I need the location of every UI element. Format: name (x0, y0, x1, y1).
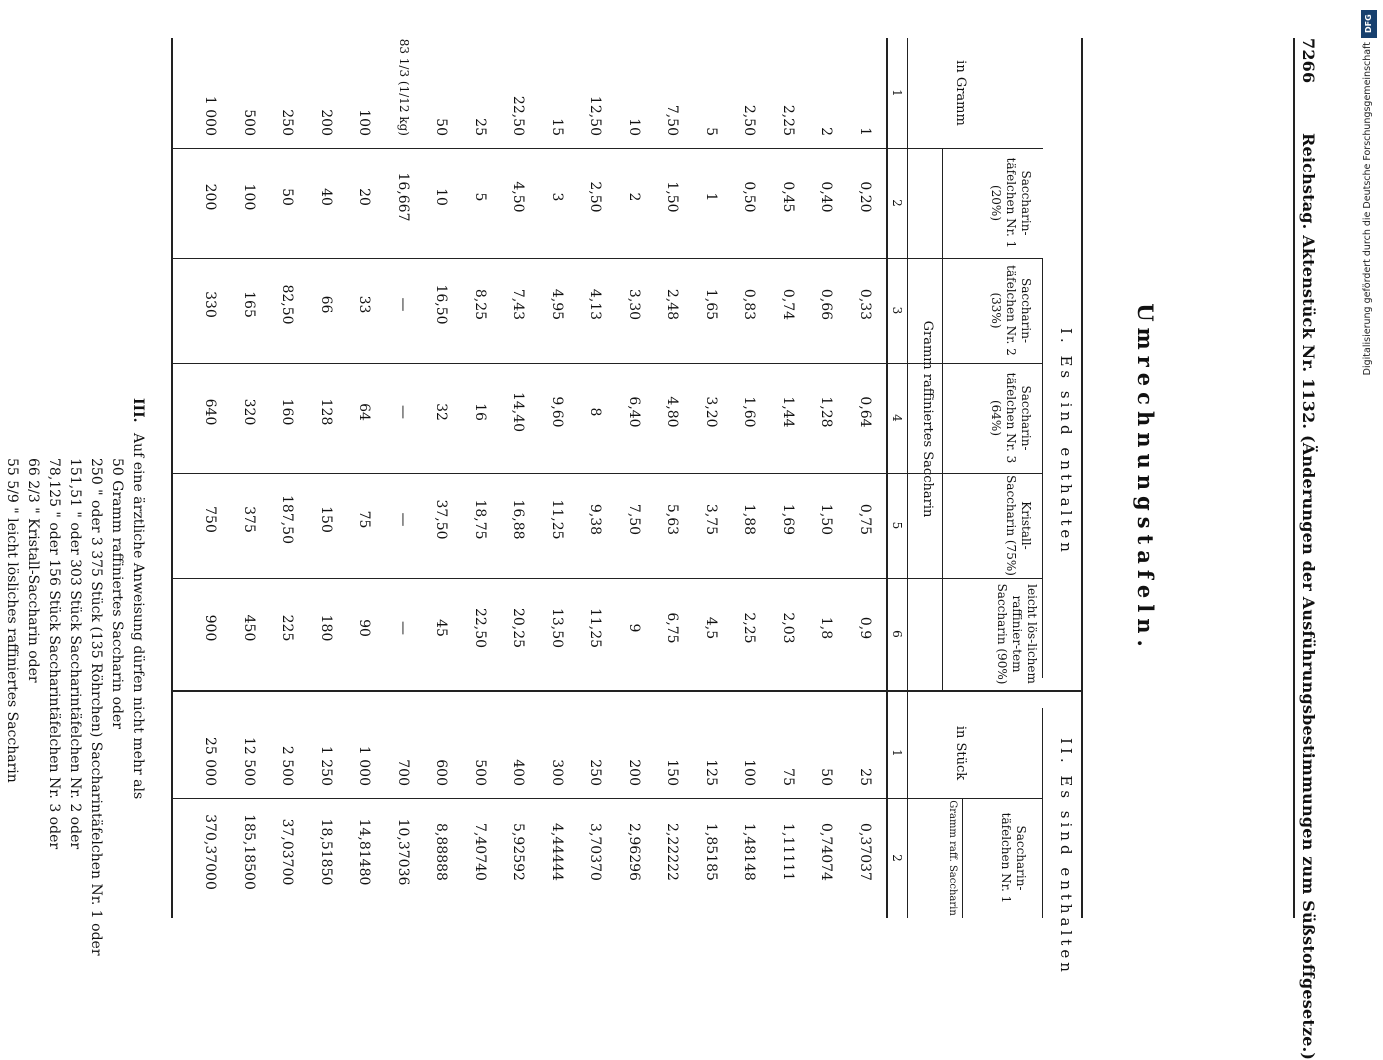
table-cell: 8,88888 (433, 823, 450, 881)
row-label-gramm: 83 1/3 (1/12 kg) (397, 38, 411, 136)
row-label-gramm: 100 (356, 109, 373, 136)
section-III-line (0, 436, 1, 576)
table-cell: 13,50 (549, 607, 565, 649)
col-line (173, 258, 1043, 259)
col-line (173, 363, 1043, 364)
table-cell: 0,33 (857, 288, 873, 321)
table-cell: 2,03 (780, 612, 796, 644)
table-cell: 16,88 (510, 499, 527, 540)
colnum-rule-bottom (886, 38, 888, 918)
table-cell: 22,50 (472, 607, 488, 649)
col-line (173, 578, 1043, 579)
dfg-logo: DFG (1361, 10, 1377, 38)
table-cell: 6,40 (626, 396, 642, 428)
table-cell: 20 (356, 188, 373, 206)
row-label-stueck: 25 (857, 768, 873, 786)
row-label-stueck: 600 (433, 759, 450, 786)
table-cell: 370,37000 (202, 814, 219, 890)
table-cell: 1,8 (818, 616, 835, 640)
row-label-gramm: 12,50 (587, 95, 604, 136)
row-label-gramm: 25 (472, 118, 488, 136)
table-cell: 2,22222 (664, 823, 681, 881)
table-cell: 3,20 (703, 396, 719, 428)
row-label-stueck: 125 (703, 759, 719, 786)
row-label-stueck: 150 (664, 759, 681, 786)
unit-label-I: Gramm raffiniertes Saccharin (920, 320, 935, 518)
table-cell: 82,50 (279, 284, 296, 325)
section-III-line: 250 " oder 3 375 Stück (135 Röhrchen) Saccharintäfelchen Nr. 1 oder (88, 458, 104, 956)
row-label-gramm: 2,25 (780, 104, 796, 136)
table-cell: 1,88 (741, 503, 758, 536)
table-cell: 1,65 (703, 288, 719, 321)
colnum: 3 (890, 306, 904, 315)
table-cell: 1,60 (741, 396, 758, 428)
colnum: 5 (890, 521, 904, 530)
dfg-sidenote (1360, 10, 1378, 390)
table-cell: 0,64 (857, 396, 873, 428)
row-label-stueck: 700 (395, 759, 411, 786)
table-cell: 640 (202, 398, 219, 426)
colnum-rule-top (907, 38, 908, 918)
row-label-stueck: 1 250 (318, 745, 334, 786)
table-cell: 4,95 (549, 288, 565, 321)
table-cell: 37,03700 (279, 818, 296, 886)
row-label-gramm: 50 (433, 118, 450, 136)
table-cell: 200 (202, 183, 219, 211)
table-top-rule (1081, 38, 1083, 918)
table-cell: 20,25 (510, 607, 527, 649)
table-cell: 0,74 (780, 288, 796, 321)
table-cell: 8 (587, 407, 604, 417)
table-cell: 750 (202, 506, 219, 533)
section-III-label: III. (130, 398, 146, 423)
section-I-rule (1042, 258, 1043, 678)
table-cell: 9 (626, 623, 642, 633)
section-II-rule (1042, 708, 1043, 918)
col-header-gramm: in Gramm (953, 60, 968, 126)
table-cell: 1,85185 (703, 823, 719, 881)
table-cell: 0,37037 (857, 823, 873, 881)
row-label-stueck: 500 (472, 759, 488, 786)
colnum: 2 (890, 199, 904, 207)
row-label-gramm: 2,50 (741, 104, 758, 136)
dfg-text: Digitalisierung gefördert durch die Deutsche Forschungsgemeinschaft (1362, 42, 1373, 376)
colnum: 2 (890, 854, 904, 862)
col-header-stueck: in Stück (953, 725, 968, 781)
table-cell: 0,75 (857, 503, 873, 536)
table-cell: 14,81480 (356, 818, 373, 886)
table-cell: 4,13 (587, 288, 604, 321)
table-cell: 45 (433, 619, 450, 637)
table-cell: 3,70370 (587, 823, 604, 881)
row-label-gramm: 22,50 (510, 95, 527, 136)
table-cell: 187,50 (279, 495, 296, 544)
row-label-gramm: 15 (549, 118, 565, 136)
table-bottom-rule (171, 38, 173, 918)
table-cell: 225 (279, 614, 296, 642)
table-cell: 4,5 (703, 616, 719, 640)
row-label-stueck: 400 (510, 759, 527, 786)
table-cell: 10,37036 (395, 818, 411, 886)
page-title: Umrechnungstafeln. (1133, 303, 1158, 653)
header-rule-inner (962, 798, 963, 918)
table-cell: 16 (472, 403, 488, 421)
table-cell: 1,28 (818, 396, 835, 428)
section-III-line: 66 2/3 " Kristall-Saccharin oder (25, 458, 41, 683)
col-line (173, 798, 1043, 799)
col-header-1: Saccharin-täfelchen Nr. 1 (20%) (989, 157, 1033, 249)
colnum: 1 (890, 89, 904, 97)
unit-label-II: Gramm raff. Saccharin (947, 800, 958, 916)
table-cell: 11,25 (549, 499, 565, 540)
table-cell: 10 (433, 188, 450, 206)
header-rule (1293, 38, 1295, 918)
col-line (173, 148, 1043, 149)
row-label-gramm: 1 000 (202, 95, 219, 136)
row-label-gramm: 2 (818, 127, 835, 136)
table-cell: — (395, 405, 411, 419)
header-rule-inner (942, 148, 943, 690)
col-header-5: leicht lös-lichem raffinier-tem Saccharin (90%) (995, 583, 1039, 685)
table-cell: 50 (279, 188, 296, 206)
table-cell: 1,50 (818, 503, 835, 536)
col-header-4: Kristall-Saccharin (75%) (1004, 475, 1033, 576)
section-II-heading: II. Es sind enthalten (1057, 738, 1075, 976)
table-cell: 33 (356, 295, 373, 314)
col-header-3: Saccharin-täfelchen Nr. 3 (64%) (989, 372, 1033, 464)
table-cell: 2 (626, 192, 642, 202)
table-cell: 0,74074 (818, 823, 835, 881)
colnum: 4 (890, 414, 904, 422)
table-cell: 4,44444 (549, 823, 565, 881)
table-cell: 40 (318, 188, 334, 206)
table-cell: 5,63 (664, 503, 681, 536)
row-label-gramm: 1 (857, 127, 873, 136)
table-cell: 185,18500 (241, 814, 257, 890)
table-cell: 2,25 (741, 612, 758, 644)
table-cell: 4,50 (510, 181, 527, 213)
table-cell: 64 (356, 403, 373, 421)
row-label-stueck: 200 (626, 759, 642, 786)
table-cell: 1,44 (780, 396, 796, 428)
table-cell: 11,25 (587, 607, 604, 649)
table-cell: 8,25 (472, 288, 488, 321)
section-III-line: 151,51 " oder 303 Stück Saccharintäfelchen Nr. 2 oder (67, 458, 83, 850)
table-cell: 3,75 (703, 503, 719, 536)
page-number: 7266 (1299, 38, 1318, 84)
row-label-gramm: 500 (241, 109, 257, 136)
table-cell: 18,75 (472, 499, 488, 540)
table-cell: 450 (241, 614, 257, 642)
row-label-gramm: 200 (318, 109, 334, 136)
table-cell: 320 (241, 398, 257, 426)
section-III-line: 78,125 " oder 156 Stück Saccharintäfelchen Nr. 3 oder (46, 458, 62, 850)
section-III-line: 50 Gramm raffiniertes Saccharin oder (109, 458, 125, 729)
table-cell: 1,50 (664, 181, 681, 213)
table-cell: 180 (318, 614, 334, 642)
col-header-2: Saccharin-täfelchen Nr. 2 (33%) (989, 265, 1033, 356)
table-cell: 75 (356, 510, 373, 529)
row-label-gramm: 250 (279, 109, 296, 136)
table-cell: 16,667 (395, 172, 411, 222)
table-cell: 16,50 (433, 284, 450, 325)
table-cell: 165 (241, 291, 257, 318)
table-cell: 5 (472, 192, 488, 202)
table-cell: 100 (241, 183, 257, 211)
table-cell: — (395, 621, 411, 635)
table-cell: 2,50 (587, 181, 604, 213)
table-cell: 330 (202, 291, 219, 318)
table-cell: 32 (433, 403, 450, 421)
col-header-II: Saccharin-täfelchen Nr. 1 (999, 812, 1028, 904)
table-cell: 4,80 (664, 396, 681, 428)
table-cell: 3 (549, 192, 565, 202)
row-label-stueck: 50 (818, 768, 835, 786)
table-cell: 0,66 (818, 288, 835, 321)
table-cell: 2,48 (664, 288, 681, 321)
table-cell: 18,51850 (318, 818, 334, 886)
table-cell: 7,43 (510, 288, 527, 321)
colnum: 1 (890, 749, 904, 757)
table-cell: 1,11111 (780, 823, 796, 881)
table-cell: 1,69 (780, 503, 796, 536)
table-cell: 0,9 (857, 616, 873, 640)
row-label-stueck: 2 500 (279, 745, 296, 786)
table-cell: 9,38 (587, 503, 604, 536)
table-cell: 6,75 (664, 612, 681, 644)
section-I-heading: I. Es sind enthalten (1057, 328, 1075, 556)
row-label-gramm: 5 (703, 127, 719, 136)
row-label-stueck: 100 (741, 759, 758, 786)
table-cell: 128 (318, 398, 334, 426)
row-label-stueck: 75 (780, 768, 796, 786)
row-label-stueck: 300 (549, 759, 565, 786)
col-line (173, 473, 1043, 474)
colnum: 6 (890, 630, 904, 638)
table-cell: 0,50 (741, 181, 758, 213)
row-label-gramm: 7,50 (664, 104, 681, 136)
table-cell: — (395, 512, 411, 527)
table-cell: 3,30 (626, 288, 642, 321)
table-cell: 0,83 (741, 288, 758, 321)
table-cell: 375 (241, 506, 257, 533)
table-cell: 5,92592 (510, 823, 527, 881)
table-cell: 37,50 (433, 499, 450, 540)
table-cell: 0,40 (818, 181, 835, 213)
table-cell: 0,20 (857, 181, 873, 213)
table-cell: — (395, 297, 411, 312)
row-label-stueck: 12 500 (241, 737, 257, 786)
table-cell: 900 (202, 614, 219, 642)
section-III-line: Auf eine ärztliche Anweisung dürfen nicht mehr als (130, 433, 146, 800)
table-cell: 90 (356, 619, 373, 637)
row-label-gramm: 10 (626, 118, 642, 136)
table-cell: 1 (703, 192, 719, 202)
rotated-page (4, 18, 1363, 1060)
section-divider (173, 690, 1081, 692)
row-label-stueck: 1 000 (356, 745, 373, 786)
table-cell: 14,40 (510, 391, 527, 433)
running-title: Reichstag. Aktenstück Nr. 1132. (Änderungen der Ausführungsbestimmungen zum Süßstoffgesetze.) (1299, 133, 1318, 1060)
table-cell: 7,40740 (472, 823, 488, 881)
row-label-stueck: 25 000 (202, 737, 219, 786)
table-cell: 2,96296 (626, 823, 642, 881)
table-cell: 66 (318, 295, 334, 314)
table-cell: 7,50 (626, 503, 642, 536)
table-cell: 9,60 (549, 396, 565, 428)
table-cell: 0,45 (780, 181, 796, 213)
table-cell: 150 (318, 506, 334, 533)
table-cell: 1,48148 (741, 823, 758, 881)
row-label-stueck: 250 (587, 759, 604, 786)
section-III-line: 55 5/9 " leicht lösliches raffiniertes Saccharin (4, 458, 20, 783)
table-cell: 160 (279, 398, 296, 426)
